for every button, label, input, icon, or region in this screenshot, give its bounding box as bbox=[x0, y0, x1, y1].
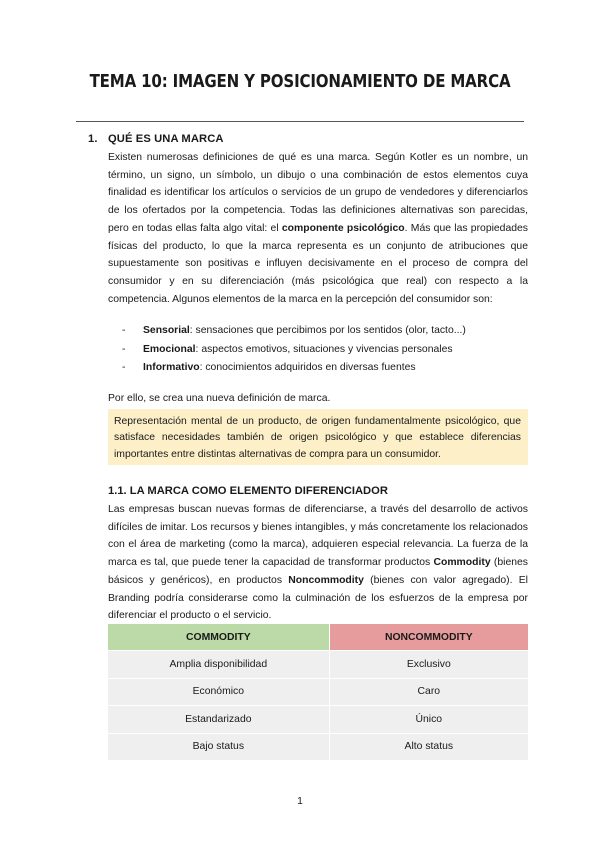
table-cell: Amplia disponibilidad bbox=[108, 651, 329, 679]
list-bullet: - bbox=[122, 362, 126, 373]
table-cell: Alto status bbox=[329, 733, 528, 760]
list-term: Informativo bbox=[143, 362, 200, 373]
table-cell: Caro bbox=[329, 678, 528, 706]
intro-bold-term: componente psicológico bbox=[281, 222, 405, 234]
subsection-heading: 1.1. LA MARCA COMO ELEMENTO DIFERENCIADOR bbox=[108, 485, 388, 497]
section-number: 1. bbox=[88, 133, 98, 145]
list-desc: : sensaciones que percibimos por los sentidos (olor, tacto...) bbox=[189, 325, 466, 336]
table-row bbox=[108, 733, 528, 760]
definition-intro: Por ello, se crea una nueva definición de marca. bbox=[108, 393, 331, 404]
sub-text-c: (bienes con valor agregado). El Branding podría considerarse como la culminación de los esfuerzos de la empresa por diferenciar el producto o el servicio. bbox=[108, 574, 528, 622]
table-row bbox=[108, 678, 528, 706]
list-desc: : conocimientos adquiridos en diversas fuentes bbox=[199, 362, 416, 373]
sub-bold-commodity: Commodity bbox=[433, 557, 491, 569]
table-cell: Bajo status bbox=[108, 733, 329, 760]
title-divider bbox=[76, 121, 524, 122]
list-bullet: - bbox=[122, 325, 126, 336]
table-cell: Único bbox=[329, 706, 528, 734]
header-commodity: COMMODITY bbox=[108, 624, 329, 651]
section-heading-text: QUÉ ES UNA MARCA bbox=[108, 133, 224, 145]
intro-paragraph bbox=[108, 149, 528, 308]
section-heading bbox=[88, 133, 224, 145]
list-term: Emocional bbox=[143, 343, 196, 355]
sub-bold-noncommodity: Noncommodity bbox=[288, 574, 364, 586]
page-number: 1 bbox=[297, 796, 303, 807]
list-desc: : aspectos emotivos, situaciones y vivencias personales bbox=[195, 343, 453, 355]
table-row bbox=[108, 651, 528, 679]
list-item bbox=[122, 359, 466, 378]
list-item bbox=[122, 322, 466, 341]
table-cell: Exclusivo bbox=[329, 651, 528, 679]
list-term: Sensorial bbox=[143, 325, 190, 336]
page-title: TEMA 10: IMAGEN Y POSICIONAMIENTO DE MARCA bbox=[89, 72, 511, 92]
definition-callout: Representación mental de un producto, de origen fundamentalmente psicológico, que satisface necesidades también de origen psicológico y que establece diferencias importantes entre distintas alternativas de compra para un consumidor. bbox=[108, 409, 528, 465]
table-row bbox=[108, 706, 528, 734]
subsection-paragraph bbox=[108, 501, 528, 625]
brand-elements-list bbox=[122, 322, 466, 378]
table-cell: Económico bbox=[108, 678, 329, 706]
sub-text-b: (bienes básicos y genéricos), en productos bbox=[108, 557, 528, 586]
sub-text-a: Las empresas buscan nuevas formas de diferenciarse, a través del desarrollo de activos difíciles de imitar. Los recursos y bienes intangibles, y más concretamente los relacionados con el área de marketing (como la marca), adquieren especial relevancia. La fuerza de la marca es tal, que puede tener la capacidad de transformar productos bbox=[108, 504, 528, 569]
intro-text-a: Existen numerosas definiciones de qué es una marca. Según Kotler es un nombre, un término, un signo, un símbolo, un dibujo o una combinación de estos elementos cuya finalidad es identificar los artículos o servicios de un grupo de vendedores y diferenciarlos de los ofertados por la competencia. Todas las definiciones alternativas son parecidas, pero en todas ellas falta algo vital: el bbox=[108, 152, 528, 234]
list-item bbox=[122, 341, 466, 360]
comparison-table bbox=[108, 624, 528, 760]
intro-text-b: . Más que las propiedades físicas del producto, lo que la marca representa es un conjunto de atribuciones que supuestamente son positivas e influyen decisivamente en el proceso de compra del consumidor y en su diferenciación (más psicológica que real) con respecto a la competencia. Algunos elementos de la marca en la percepción del consumidor son: bbox=[108, 222, 528, 305]
list-bullet: - bbox=[122, 343, 126, 355]
table-cell: Estandarizado bbox=[108, 706, 329, 734]
header-noncommodity: NONCOMMODITY bbox=[329, 624, 528, 651]
table-header-row bbox=[108, 624, 528, 651]
